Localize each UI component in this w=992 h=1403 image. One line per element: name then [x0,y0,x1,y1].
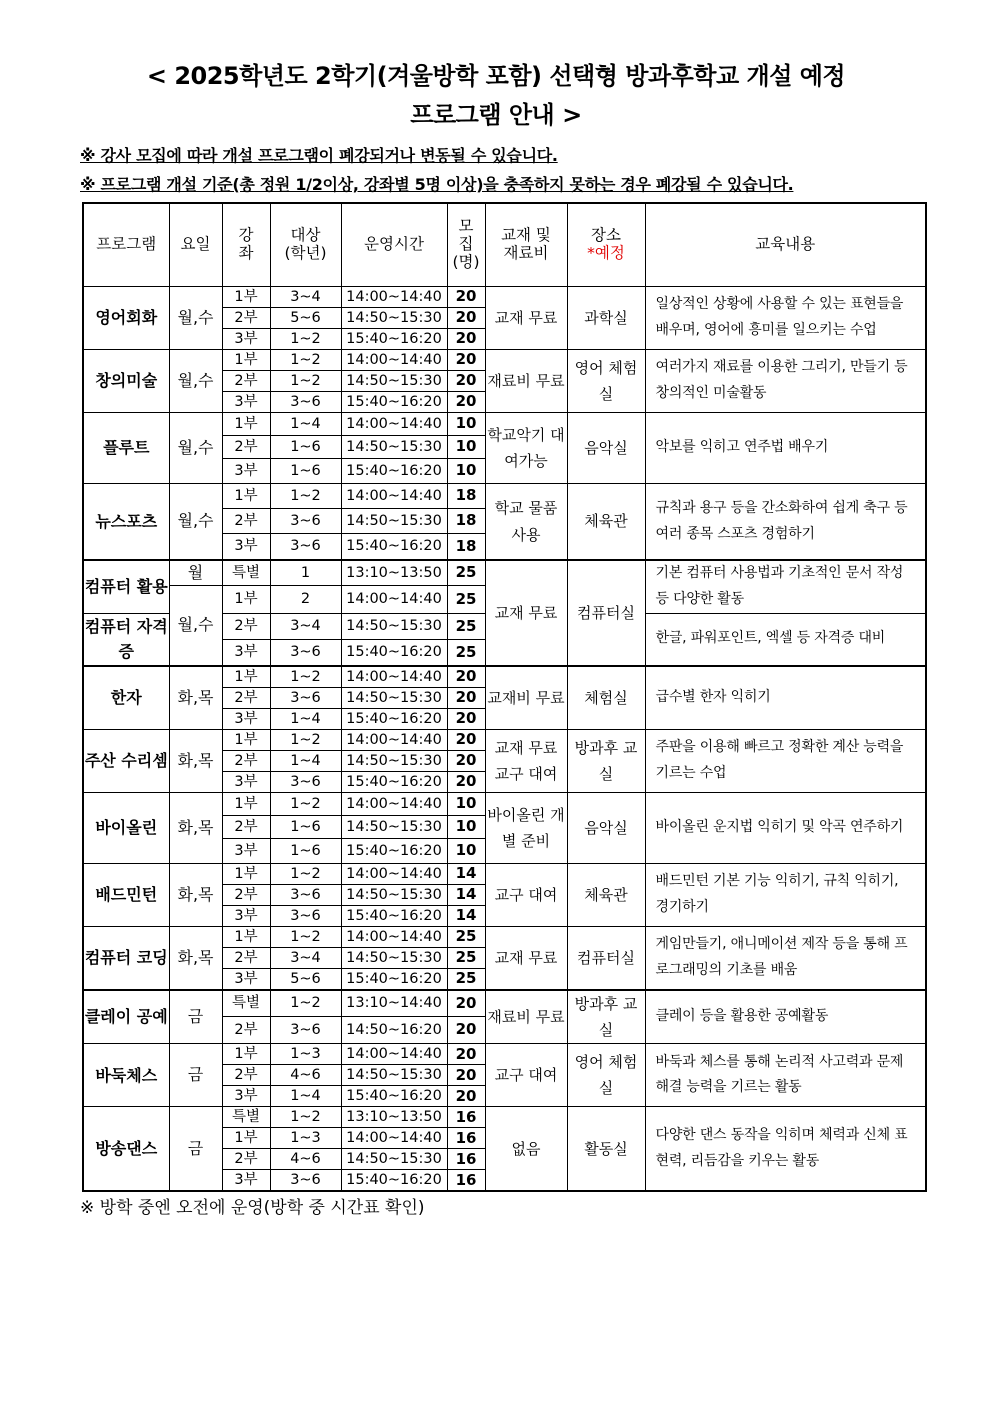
table-row [83,792,926,815]
materials: 교재 무료 [485,926,567,990]
run-time: 14:00~14:40 [341,863,447,884]
place: 음악실 [567,792,645,863]
target-grade: 3~6 [270,1016,341,1044]
content-description: 바이올린 운지법 익히기 및 악곡 연주하기 [645,792,926,863]
program-day: 금 [169,1044,222,1107]
table-header-row [83,203,926,287]
materials: 교재 무료 [485,287,567,350]
run-time: 14:50~15:30 [341,947,447,968]
target-grade: 1~2 [270,329,341,350]
content-description: 기본 컴퓨터 사용법과 기초적인 문서 작성 등 다양한 활동 [645,560,926,613]
table-row [83,287,926,308]
run-time: 15:40~16:20 [341,639,447,666]
table-row [83,863,926,884]
run-time: 14:50~15:30 [341,509,447,534]
capacity: 14 [447,905,485,926]
program-day: 금 [169,1107,222,1192]
run-time: 14:50~15:30 [341,815,447,838]
capacity: 20 [447,729,485,750]
target-grade: 1~2 [270,926,341,947]
run-time: 14:00~14:40 [341,729,447,750]
session-label: 2부 [222,687,270,708]
materials: 학교악기 대여가능 [485,413,567,484]
program-name: 컴퓨터 자격증 [83,613,169,666]
program-name: 플루트 [83,413,169,484]
session-label: 3부 [222,1086,270,1107]
program-name: 주산 수리셈 [83,729,169,792]
capacity: 25 [447,968,485,990]
session-label: 1부 [222,1128,270,1149]
place: 과학실 [567,287,645,350]
page-subtitle: 프로그램 안내 > [410,101,582,129]
run-time: 15:40~16:20 [341,534,447,561]
target-grade: 3~6 [270,884,341,905]
program-day: 월,수 [169,484,222,561]
capacity: 20 [447,287,485,308]
program-table [82,202,927,1192]
target-grade: 3~6 [270,771,341,792]
run-time: 14:50~15:30 [341,687,447,708]
capacity: 20 [447,771,485,792]
capacity: 10 [447,838,485,863]
session-label: 2부 [222,613,270,639]
capacity: 25 [447,947,485,968]
session-label: 3부 [222,459,270,484]
capacity: 18 [447,509,485,534]
header-day: 요일 [169,203,222,287]
materials: 없음 [485,1107,567,1192]
table-row [83,729,926,750]
program-day: 화,목 [169,792,222,863]
run-time: 13:10~13:50 [341,560,447,586]
session-label: 1부 [222,926,270,947]
target-grade: 5~6 [270,968,341,990]
program-name: 배드민턴 [83,863,169,926]
run-time: 14:00~14:40 [341,413,447,436]
run-time: 14:00~14:40 [341,926,447,947]
capacity: 20 [447,1065,485,1086]
content-description: 한글, 파워포인트, 엑셀 등 자격증 대비 [645,613,926,666]
run-time: 14:50~15:30 [341,1149,447,1170]
target-grade: 1~3 [270,1044,341,1065]
run-time: 14:00~14:40 [341,287,447,308]
capacity: 25 [447,560,485,586]
place: 컴퓨터실 [567,926,645,990]
program-day: 월,수 [169,350,222,413]
capacity: 20 [447,990,485,1016]
target-grade: 3~6 [270,1170,341,1192]
program-name: 창의미술 [83,350,169,413]
capacity: 20 [447,1016,485,1044]
run-time: 14:00~14:40 [341,792,447,815]
target-grade: 1~2 [270,729,341,750]
run-time: 15:40~16:20 [341,459,447,484]
header-session: 강 좌 [222,203,270,287]
program-day: 월 [169,560,222,586]
content-description: 일상적인 상황에 사용할 수 있는 표현들을 배우며, 영어에 흥미를 일으키는 수업 [645,287,926,350]
session-label: 1부 [222,863,270,884]
capacity: 20 [447,308,485,329]
run-time: 13:10~14:40 [341,990,447,1016]
capacity: 20 [447,1044,485,1065]
capacity: 20 [447,708,485,729]
place: 영어 체험실 [567,350,645,413]
materials: 교구 대여 [485,1044,567,1107]
content-description: 급수별 한자 익히기 [645,666,926,730]
notice-cancellation: ※ 강사 모집에 따라 개설 프로그램이 폐강되거나 변동될 수 있습니다. [80,146,558,165]
target-grade: 1~6 [270,815,341,838]
program-day: 월,수 [169,413,222,484]
content-description: 바둑과 체스를 통해 논리적 사고력과 문제 해결 능력을 기르는 활동 [645,1044,926,1107]
target-grade: 1~6 [270,436,341,459]
session-label: 3부 [222,329,270,350]
content-description: 게임만들기, 애니메이션 제작 등을 통해 프로그래밍의 기초를 배움 [645,926,926,990]
session-label: 1부 [222,792,270,815]
target-grade: 1~4 [270,708,341,729]
place: 체육관 [567,863,645,926]
program-day: 화,목 [169,926,222,990]
session-label: 2부 [222,884,270,905]
target-grade: 3~6 [270,509,341,534]
capacity: 20 [447,666,485,688]
target-grade: 3~6 [270,687,341,708]
target-grade: 1~6 [270,459,341,484]
header-place-label: 장소 [591,226,621,245]
program-day: 월,수 [169,586,222,666]
program-name: 컴퓨터 활용 [83,560,169,613]
target-grade: 3~6 [270,905,341,926]
run-time: 14:00~14:40 [341,666,447,688]
target-grade: 1~2 [270,350,341,371]
session-label: 2부 [222,1065,270,1086]
run-time: 14:50~15:30 [341,1065,447,1086]
content-description: 주판을 이용해 빠르고 정확한 계산 능력을 기르는 수업 [645,729,926,792]
target-grade: 4~6 [270,1065,341,1086]
capacity: 20 [447,329,485,350]
capacity: 16 [447,1170,485,1192]
table-row [83,560,926,586]
target-grade: 1~3 [270,1128,341,1149]
header-capacity: 모 집 (명) [447,203,485,287]
content-description: 악보를 익히고 연주법 배우기 [645,413,926,484]
session-label: 2부 [222,1016,270,1044]
target-grade: 1~4 [270,1086,341,1107]
header-place-note: *예정 [587,244,625,262]
capacity: 20 [447,350,485,371]
program-name: 클레이 공예 [83,990,169,1044]
place: 영어 체험실 [567,1044,645,1107]
header-place [567,203,645,287]
table-row [83,413,926,436]
capacity: 25 [447,926,485,947]
table-row [83,1044,926,1065]
capacity: 16 [447,1149,485,1170]
program-name: 한자 [83,666,169,730]
table-row [83,666,926,688]
header-materials: 교재 및 재료비 [485,203,567,287]
session-label: 1부 [222,350,270,371]
page-title: < 2025학년도 2학기(겨울방학 포함) 선택형 방과후학교 개설 예정 [146,62,846,90]
run-time: 15:40~16:20 [341,1170,447,1192]
session-label: 3부 [222,708,270,729]
run-time: 15:40~16:20 [341,838,447,863]
capacity: 20 [447,392,485,413]
session-label: 2부 [222,371,270,392]
session-label: 3부 [222,838,270,863]
session-label: 3부 [222,392,270,413]
run-time: 14:50~15:30 [341,308,447,329]
notice-criteria: ※ 프로그램 개설 기준(총 정원 1/2이상, 강좌별 5명 이상)을 충족하지 못하는 경우 폐강될 수 있습니다. [80,175,794,194]
capacity: 14 [447,863,485,884]
run-time: 15:40~16:20 [341,1086,447,1107]
session-label: 1부 [222,729,270,750]
run-time: 15:40~16:20 [341,905,447,926]
capacity: 16 [447,1128,485,1149]
place: 방과후 교실 [567,990,645,1044]
target-grade: 1~4 [270,413,341,436]
run-time: 15:40~16:20 [341,329,447,350]
target-grade: 1~6 [270,838,341,863]
content-description: 다양한 댄스 동작을 익히며 체력과 신체 표현력, 리듬감을 키우는 활동 [645,1107,926,1192]
run-time: 14:50~15:30 [341,371,447,392]
run-time: 14:50~15:30 [341,613,447,639]
run-time: 14:50~15:30 [341,436,447,459]
capacity: 25 [447,586,485,614]
header-time: 운영시간 [341,203,447,287]
capacity: 20 [447,1086,485,1107]
place: 체험실 [567,666,645,730]
run-time: 15:40~16:20 [341,771,447,792]
run-time: 14:50~15:30 [341,750,447,771]
session-label: 2부 [222,1149,270,1170]
header-program: 프로그램 [83,203,169,287]
program-name: 컴퓨터 코딩 [83,926,169,990]
run-time: 13:10~13:50 [341,1107,447,1128]
program-name: 바둑체스 [83,1044,169,1107]
target-grade: 1~2 [270,863,341,884]
capacity: 20 [447,750,485,771]
session-label: 2부 [222,509,270,534]
place: 음악실 [567,413,645,484]
session-label: 2부 [222,436,270,459]
target-grade: 1~2 [270,1107,341,1128]
capacity: 10 [447,815,485,838]
program-day: 화,목 [169,863,222,926]
run-time: 14:50~16:20 [341,1016,447,1044]
target-grade: 3~4 [270,287,341,308]
capacity: 25 [447,613,485,639]
session-label: 2부 [222,750,270,771]
place: 컴퓨터실 [567,560,645,666]
target-grade: 1 [270,560,341,586]
content-description: 배드민턴 기본 기능 익히기, 규칙 익히기, 경기하기 [645,863,926,926]
content-description: 클레이 등을 활용한 공예활동 [645,990,926,1044]
capacity: 20 [447,687,485,708]
target-grade: 1~2 [270,990,341,1016]
session-label: 1부 [222,586,270,614]
target-grade: 3~6 [270,392,341,413]
program-day: 월,수 [169,287,222,350]
materials: 학교 물품 사용 [485,484,567,561]
materials: 재료비 무료 [485,990,567,1044]
table-row [83,990,926,1016]
session-label: 특별 [222,990,270,1016]
target-grade: 1~2 [270,792,341,815]
capacity: 10 [447,459,485,484]
program-day: 화,목 [169,729,222,792]
place: 방과후 교실 [567,729,645,792]
run-time: 15:40~16:20 [341,968,447,990]
target-grade: 3~6 [270,639,341,666]
session-label: 1부 [222,666,270,688]
target-grade: 3~6 [270,534,341,561]
run-time: 14:00~14:40 [341,1044,447,1065]
program-day: 화,목 [169,666,222,730]
session-label: 1부 [222,484,270,509]
materials: 바이올린 개별 준비 [485,792,567,863]
run-time: 15:40~16:20 [341,392,447,413]
run-time: 14:00~14:40 [341,586,447,614]
run-time: 14:00~14:40 [341,350,447,371]
session-label: 3부 [222,534,270,561]
capacity: 16 [447,1107,485,1128]
session-label: 3부 [222,1170,270,1192]
capacity: 20 [447,371,485,392]
table-row [83,484,926,509]
capacity: 18 [447,484,485,509]
place: 활동실 [567,1107,645,1192]
target-grade: 5~6 [270,308,341,329]
capacity: 25 [447,639,485,666]
session-label: 3부 [222,771,270,792]
session-label: 특별 [222,560,270,586]
target-grade: 4~6 [270,1149,341,1170]
capacity: 18 [447,534,485,561]
materials: 교재비 무료 [485,666,567,730]
footer-note: ※ 방학 중엔 오전에 운영(방학 중 시간표 확인) [80,1198,425,1218]
target-grade: 2 [270,586,341,614]
run-time: 14:00~14:40 [341,484,447,509]
materials: 교재 무료 [485,560,567,666]
session-label: 2부 [222,308,270,329]
place: 체육관 [567,484,645,561]
capacity: 10 [447,413,485,436]
session-label: 특별 [222,1107,270,1128]
session-label: 3부 [222,968,270,990]
run-time: 15:40~16:20 [341,708,447,729]
target-grade: 3~4 [270,613,341,639]
session-label: 1부 [222,1044,270,1065]
program-name: 방송댄스 [83,1107,169,1192]
program-name: 영어회화 [83,287,169,350]
session-label: 1부 [222,413,270,436]
header-target: 대상 (학년) [270,203,341,287]
content-description: 여러가지 재료를 이용한 그리기, 만들기 등 창의적인 미술활동 [645,350,926,413]
header-content: 교육내용 [645,203,926,287]
session-label: 2부 [222,815,270,838]
materials: 재료비 무료 [485,350,567,413]
materials: 교재 무료 교구 대여 [485,729,567,792]
run-time: 14:00~14:40 [341,1128,447,1149]
session-label: 1부 [222,287,270,308]
target-grade: 1~4 [270,750,341,771]
target-grade: 3~4 [270,947,341,968]
session-label: 3부 [222,639,270,666]
run-time: 14:50~15:30 [341,884,447,905]
program-name: 바이올린 [83,792,169,863]
session-label: 2부 [222,947,270,968]
target-grade: 1~2 [270,666,341,688]
capacity: 14 [447,884,485,905]
program-name: 뉴스포츠 [83,484,169,561]
table-row [83,1107,926,1128]
table-row [83,350,926,371]
target-grade: 1~2 [270,484,341,509]
session-label: 3부 [222,905,270,926]
program-day: 금 [169,990,222,1044]
capacity: 10 [447,436,485,459]
content-description: 규칙과 용구 등을 간소화하여 쉽게 축구 등 여러 종목 스포츠 경험하기 [645,484,926,561]
capacity: 10 [447,792,485,815]
target-grade: 1~2 [270,371,341,392]
materials: 교구 대여 [485,863,567,926]
table-row [83,926,926,947]
